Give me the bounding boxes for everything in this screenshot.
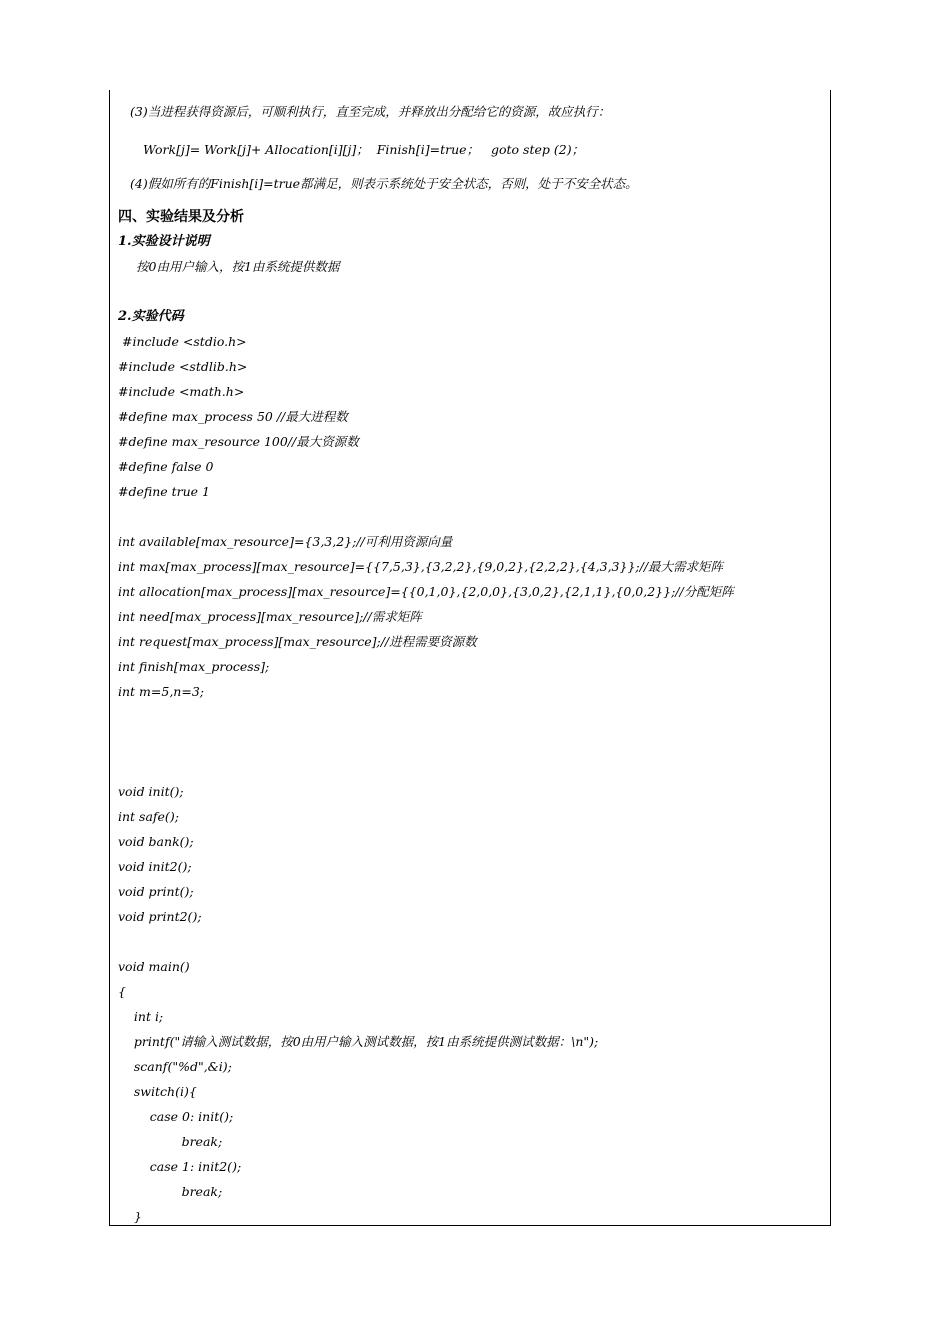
code-line: #include <math.h> xyxy=(118,384,245,399)
code-line: void init(); xyxy=(118,784,184,799)
subsection-1-text: 按0由用户输入，按1由系统提供数据 xyxy=(136,259,340,274)
code-line: scanf("%d",&i); xyxy=(118,1059,232,1074)
subsection-1-title: 1.实验设计说明 xyxy=(118,234,210,249)
code-line: #include <stdio.h> xyxy=(118,334,247,349)
code-line: void print2(); xyxy=(118,909,202,924)
code-line: switch(i){ xyxy=(118,1084,197,1099)
step3-formula: Work[j]= Work[j]+ Allocation[i][j]； Finish[i]=true； goto step (2)； xyxy=(143,142,585,157)
code-line: #define max_process 50 //最大进程数 xyxy=(118,409,348,424)
code-line: case 0: init(); xyxy=(118,1109,234,1124)
code-line: int m=5,n=3; xyxy=(118,684,204,699)
code-line: #define true 1 xyxy=(118,484,211,499)
code-line: int request[max_process][max_resource];//进程需要资源数 xyxy=(118,634,477,649)
code-line: #include <stdlib.h> xyxy=(118,359,248,374)
step4-text: (4)假如所有的Finish[i]=true都满足，则表示系统处于安全状态，否则，处于不安全状态。 xyxy=(130,176,638,191)
code-line: void bank(); xyxy=(118,834,194,849)
code-line: printf("请输入测试数据，按0由用户输入测试数据，按1由系统提供测试数据：\n"); xyxy=(118,1034,599,1049)
code-line: } xyxy=(118,1209,142,1224)
code-line: int available[max_resource]={3,3,2};//可利用资源向量 xyxy=(118,534,453,549)
code-line: break; xyxy=(118,1184,223,1199)
code-line: break; xyxy=(118,1134,223,1149)
code-line: { xyxy=(118,984,126,999)
code-line: int safe(); xyxy=(118,809,179,824)
code-line: void main() xyxy=(118,959,190,974)
code-line: #define false 0 xyxy=(118,459,214,474)
code-line: int max[max_process][max_resource]={{7,5,3},{3,2,2},{9,0,2},{2,2,2},{4,3,3}};//最大需求矩阵 xyxy=(118,559,724,574)
code-line: int allocation[max_process][max_resource]={{0,1,0},{2,0,0},{3,0,2},{2,1,1},{0,0,2}};//分配矩阵 xyxy=(118,584,734,599)
code-line: case 1: init2(); xyxy=(118,1159,242,1174)
section-title: 四、实验结果及分析 xyxy=(118,209,244,225)
code-line: #define max_resource 100//最大资源数 xyxy=(118,434,359,449)
code-line: int finish[max_process]; xyxy=(118,659,270,674)
code-line: int i; xyxy=(118,1009,164,1024)
code-line: void print(); xyxy=(118,884,194,899)
subsection-2-title: 2.实验代码 xyxy=(118,309,184,324)
code-line: void init2(); xyxy=(118,859,192,874)
step3-text: (3)当进程获得资源后，可顺利执行，直至完成，并释放出分配给它的资源，故应执行： xyxy=(130,104,611,119)
code-line: int need[max_process][max_resource];//需求矩阵 xyxy=(118,609,422,624)
